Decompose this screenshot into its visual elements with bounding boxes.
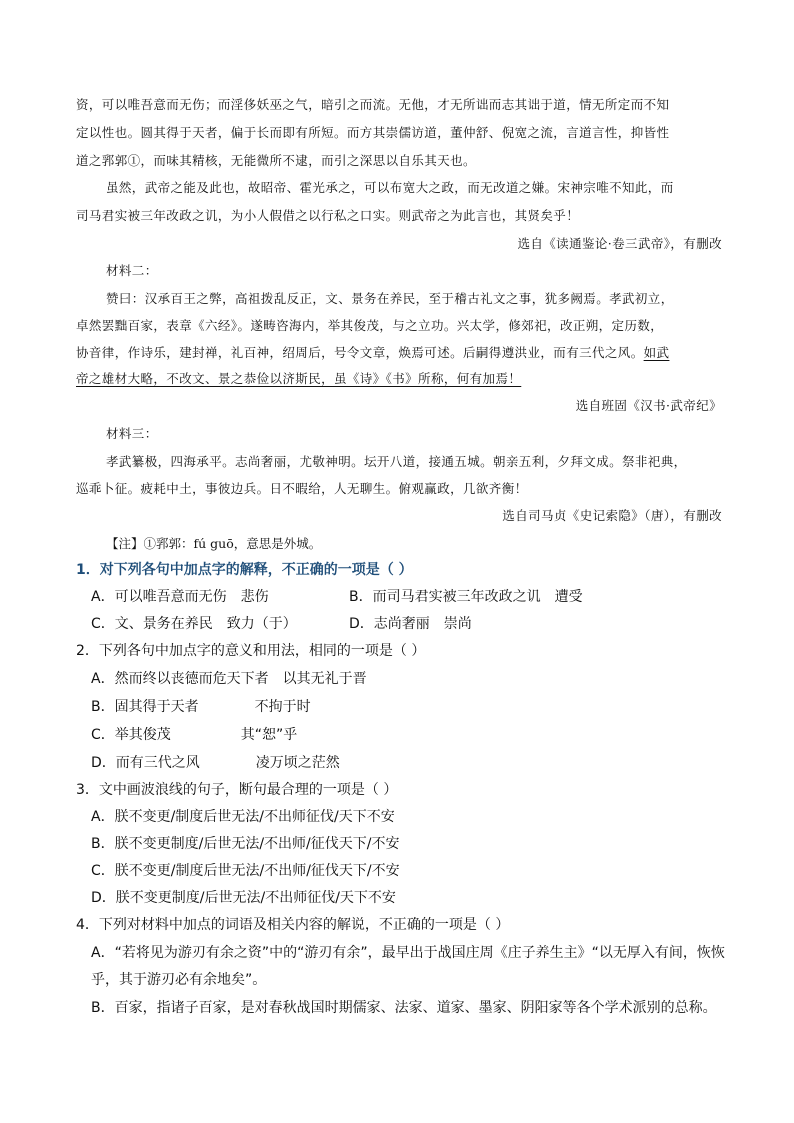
underlined-text: 如武 [643,345,670,360]
option-b[interactable]: B．固其得于天者 不拘于时 [91,699,311,715]
option-c[interactable]: C．举其俊茂 其“恕”乎 [91,727,298,743]
footnote: 【注】①郛郭：fú guō，意思是外城。 [106,536,322,551]
option-a[interactable]: A．朕不变更/制度后世无法/不出师征伐/天下不安 [91,809,395,825]
option-c[interactable]: C．文、景务在养民 致力（于） [91,616,297,632]
passage-line: 定以性也。圆其得于天者，偏于长而即有所短。而方其崇儒访道，董仲舒、倪宽之流，言道言性，抑皆性 [76,125,670,140]
option-b[interactable]: B．而司马君实被三年改政之讥 遭受 [349,589,583,605]
option-c[interactable]: C．朕不变更/制度后世无法/不出师/征伐天下/不安 [91,863,400,879]
passage-line: 虽然，武帝之能及此也，故昭帝、霍光承之，可以布宽大之政，而无改道之嫌。宋神宗唯不知此，而 [106,180,674,195]
source-citation: 选自《读通鉴论·卷三武帝》，有删改 [517,236,722,251]
question-stem: 1．对下列各句中加点字的解释，不正确的一项是（ ） [76,562,413,578]
material-label: 材料三： [106,426,158,441]
option-a[interactable]: A．“若将见为游刃有余之资”中的“游刃有余”，最早出于战国庄周《庄子养生主》“以无厚入有间，恢恢 [91,945,725,961]
source-citation: 选自班固《汉书·武帝纪》 [575,398,722,413]
option-a[interactable]: A．可以唯吾意而无伤 悲伤 [91,589,269,605]
option-b[interactable]: B．朕不变更制度/后世无法/不出师/征伐天下/不安 [91,836,400,852]
passage-line-with-underline [76,343,669,361]
question-stem: 4．下列对材料中加点的词语及相关内容的解说，不正确的一项是（ ） [76,917,510,933]
underlined-sentence: 帝之雄材大略，不改文、景之恭俭以济斯民，虽《诗》《书》所称，何有加焉！ [76,371,522,386]
option-d[interactable]: D．朕不变更制度/后世无法/不出师征伐/天下不安 [91,890,396,906]
option-d[interactable]: D．而有三代之风 凌万顷之茫然 [91,755,340,771]
option-a[interactable]: A．然而终以丧德而危天下者 以其无礼于晋 [91,671,367,687]
source-citation: 选自司马贞《史记索隐》（唐），有删改 [502,508,722,523]
question-stem: 3．文中画波浪线的句子，断句最合理的一项是（ ） [76,782,398,798]
option-d[interactable]: D．志尚奢丽 崇尚 [349,616,472,632]
option-a-continued: 乎，其于游刃必有余地矣”。 [91,972,267,988]
passage-line: 司马君实被三年改政之讥，为小人假借之以行私之口实。则武帝之为此言也，其贤矣乎！ [76,208,580,223]
passage-line: 孝武纂极，四海承平。志尚奢丽，尤敬神明。坛开八道，接通五城。朝亲五利，夕拜文成。祭非祀典， [106,454,687,469]
passage-line: 赞曰：汉承百王之弊，高祖拨乱反正，文、景务在养民，至于稽古礼文之事，犹多阙焉。孝武初立， [106,291,674,306]
option-b[interactable]: B．百家，指诸子百家，是对春秋战国时期儒家、法家、道家、墨家、阴阳家等各个学术派别的总称。 [91,1000,717,1016]
material-label: 材料二： [106,263,158,278]
passage-line: 资，可以唯吾意而无伤；而淫侈妖巫之气，暗引之而流。无他，才无所诎而志其诎于道，情无所定而不知 [76,97,670,112]
passage-line: 道之郛郭①，而味其精核，无能微所不逮，而引之深思以自乐其天也。 [76,153,476,168]
passage-line: 巡乖卜征。疲耗中土，事彼边兵。日不暇给，人无聊生。俯观赢政，几欲齐衡！ [76,481,528,496]
question-stem: 2．下列各句中加点字的意义和用法，相同的一项是（ ） [76,643,426,659]
passage-line: 卓然罢黜百家，表章《六经》。遂畴咨海内，举其俊茂，与之立功。兴太学，修郊祀，改正朔，定历数， [76,318,664,333]
passage-text: 协音律，作诗乐，建封禅，礼百神，绍周后，号令文章，焕焉可述。后嗣得遵洪业，而有三代之风。 [76,345,644,360]
